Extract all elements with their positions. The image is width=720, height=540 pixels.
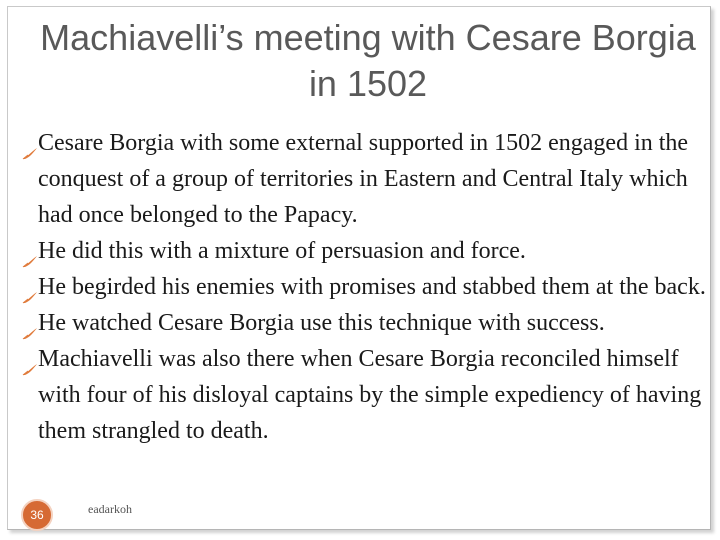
feather-bullet-icon	[22, 244, 38, 258]
feather-bullet-icon	[22, 136, 38, 150]
footer-text: eadarkoh	[88, 502, 132, 516]
bullet-text: Machiavelli was also there when Cesare Borgia reconciled himself with four of his disloyal captains by the simple expediency of having them strangled to death.	[38, 346, 702, 444]
bullet-list	[22, 125, 720, 449]
bullet-item	[22, 305, 720, 341]
feather-bullet-icon	[22, 352, 38, 366]
feather-bullet-icon	[22, 316, 38, 330]
slide-number-badge: 36	[21, 499, 53, 531]
bullet-text: He watched Cesare Borgia use this technique with success.	[38, 310, 605, 336]
slide-frame	[7, 6, 711, 530]
bullet-text: Cesare Borgia with some external supported in 1502 engaged in the conquest of a group of territories in Eastern and Central Italy which had once belonged to the Papacy.	[38, 130, 689, 228]
bullet-item	[22, 233, 720, 269]
bullet-item	[22, 341, 720, 449]
feather-bullet-icon	[22, 280, 38, 294]
bullet-item	[22, 125, 720, 233]
bullet-text: He begirded his enemies with promises and stabbed them at the back.	[38, 274, 706, 300]
bullet-item	[22, 269, 720, 305]
slide-title: Machiavelli’s meeting with Cesare Borgia in 1502	[40, 17, 696, 104]
bullet-text: He did this with a mixture of persuasion and force.	[38, 238, 526, 264]
